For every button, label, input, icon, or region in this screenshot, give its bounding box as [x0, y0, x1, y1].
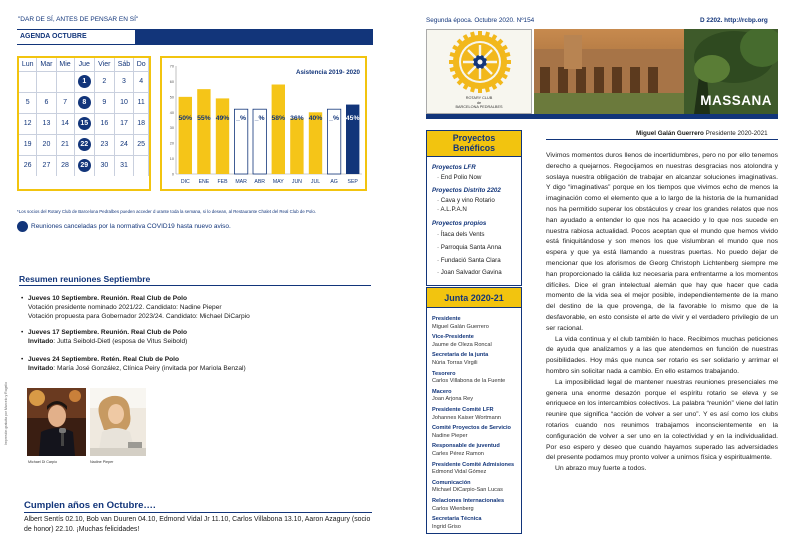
meeting-heading: Jueves 17 Septiembre. Reunión. Real Club de Polo: [28, 329, 188, 336]
x-tick-label: JUN: [291, 179, 302, 185]
calendar-day: [114, 113, 134, 134]
bar-value-label: 58%: [271, 115, 286, 122]
project-item: · A.L.P.A.N: [437, 206, 467, 213]
board-role: Presidente Comité LFR: [432, 407, 494, 413]
board-role: Responsable de juventud: [432, 443, 500, 450]
polo-club-footnote: *Los socios del Rotary Club de Barcelona Pedralbes pueden acceder d urante toda la semana, si lo desean, al Restaurante Chalet del Real Club de Polo.: [17, 209, 316, 214]
bullet-icon: ·: [437, 244, 441, 251]
calendar-day-number: 22: [78, 138, 91, 151]
meeting-item: [21, 355, 371, 373]
project-item: · Fundació Santa Clara: [437, 257, 501, 264]
calendar-day: [134, 113, 149, 134]
board-role: Tesorero: [432, 370, 456, 377]
y-tick-label: 20: [169, 141, 174, 146]
calendar-day-number: 20: [42, 141, 51, 148]
calendar-day: [114, 92, 134, 113]
project-item: · End Polio Now: [437, 174, 482, 181]
article-paragraph: La vida continua y el club también lo hace. Recibimos muchas peticiones de ayuda que analizamos y a las que atendemos en función de nuestras posibilidades. Hoy más que nunca ser rotario es ser solidario y arrimar el hombro sin solicitar nada a cambio. En ello estamos trabajando.: [546, 335, 778, 375]
covid-notice-text: Reuniones canceladas por la normativa COVID19 hasta nuevo aviso.: [31, 223, 231, 230]
birthdays-text: Albert Sentís 02.10, Bob van Duuren 04.10, Edmond Vidal Jr 11.10, Carlos Villabona 13.10, Aaron Azagury (socio de honor) 22.10. ¡Muchas felicidades!: [24, 516, 371, 533]
board-header: Junta 2020-21: [427, 288, 521, 308]
board-role: Secretaria de la junta: [432, 352, 489, 359]
calendar-day: [74, 71, 95, 92]
bar-value-label: _%: [329, 115, 340, 122]
projects-title-line: Proyectos: [452, 133, 496, 143]
wheel-tooth: [478, 87, 482, 93]
calendar-day: [19, 71, 37, 92]
y-tick-label: 0: [171, 172, 174, 177]
bar-value-label: 55%: [197, 115, 211, 122]
meeting-invited-label: Invitado: [28, 365, 54, 372]
calendar-day: [134, 134, 149, 155]
rotary-wheel-icon: [427, 30, 533, 96]
bar-value-label: 40%: [308, 115, 323, 122]
board-role: Presidente: [432, 316, 461, 322]
board-member-name: Carles Pérez Ramon: [432, 450, 484, 457]
meeting-item: [21, 328, 371, 346]
projects-section: Proyectos Distrito 2202: [432, 187, 501, 194]
weekday-header: Vier: [95, 58, 115, 71]
bar-value-label: 36%: [290, 115, 304, 122]
article-paragraph: Un abrazo muy fuerte a todos.: [555, 465, 647, 473]
board-member-name: Carlos Villabona de la Fuente: [432, 378, 506, 385]
rotary-logo-panel: [426, 29, 532, 114]
calendar-day: [56, 134, 74, 155]
project-item: · Parroquia Santa Anna: [437, 244, 502, 251]
photo-nadine-pieper: [90, 388, 146, 456]
x-tick-label: MAY: [272, 179, 284, 185]
board-member-name: Joan Arjona Rey: [432, 396, 474, 403]
meeting-line: Votación propuesta para Gobernador 2023/24. Candidato: Michael DiCarpio: [28, 313, 250, 320]
logo-caption-line: BARCELONA PEDRALBES: [455, 105, 503, 109]
bar-value-label: 45%: [345, 115, 360, 122]
meeting-line: : Jutta Seibold-Dietl (esposa de Vitus Seibold): [53, 338, 188, 345]
y-tick-label: 70: [169, 64, 174, 69]
calendar-day-number: 8: [78, 96, 91, 109]
logo-caption-line: ROTARY CLUB: [465, 96, 493, 100]
x-tick-label: MAR: [235, 179, 247, 185]
logo-caption-line: de: [476, 100, 482, 105]
wheel-tooth: [478, 31, 482, 37]
x-tick-label: JUL: [310, 179, 321, 185]
weekday-header: Mar: [37, 58, 56, 71]
calendar-week: [19, 71, 149, 92]
calendar-week: [19, 134, 149, 155]
board-box: [426, 287, 522, 534]
bullet-icon: •: [21, 329, 24, 336]
calendar-day: [19, 155, 37, 176]
bar: [216, 98, 229, 174]
y-tick-label: 40: [169, 110, 174, 115]
covid-dot-icon: [17, 221, 28, 232]
board-member-name: Carlos Wienberg: [432, 505, 474, 512]
board-role: Secretaria Técnica: [432, 516, 482, 523]
x-tick-label: ABR: [254, 179, 266, 185]
calendar-day: [95, 113, 115, 134]
bullet-icon: ·: [437, 174, 441, 181]
project-item: · Ítaca dels Vents: [437, 231, 485, 238]
bullet-icon: ·: [437, 197, 441, 204]
board-member-name: Edmond Vidal Gómez: [432, 469, 487, 476]
attendance-chart-svg: [162, 58, 369, 193]
monastery-cloister-photo: [534, 29, 778, 114]
calendar-day-number: 25: [137, 141, 146, 148]
author-role: Presidente 2020-2021: [705, 130, 768, 137]
bullet-icon: ·: [437, 269, 441, 276]
x-tick-label: SEP: [347, 179, 358, 185]
calendar-day: [56, 92, 74, 113]
y-tick-label: 30: [169, 126, 174, 131]
birthdays-rule: [24, 512, 372, 513]
calendar-day: [114, 134, 134, 155]
calendar-day-number: 12: [23, 120, 32, 127]
wheel-tooth: [449, 60, 455, 64]
board-member-name: Miguel Galán Guerrero: [432, 323, 489, 330]
bullet-icon: ·: [437, 206, 441, 213]
logo-caption: [427, 96, 531, 110]
board-member-name: Ingrid Griso: [432, 523, 461, 530]
projects-box: [426, 130, 522, 286]
attendance-chart: [160, 56, 367, 191]
calendar-week: [19, 155, 149, 176]
meeting-line: Votación presidente nominado 2021/22. Candidato: Nadine Pieper: [28, 304, 222, 311]
calendar-grid: [19, 58, 149, 176]
article-byline: [636, 130, 768, 137]
president-letter: [546, 151, 778, 475]
calendar-day: [37, 134, 56, 155]
calendar-day-number: 29: [78, 159, 91, 172]
calendar-week: [19, 113, 149, 134]
calendar-day: [134, 71, 149, 92]
calendar-day-number: 23: [100, 141, 109, 148]
photo-caption: Nadine Pieper: [90, 460, 114, 464]
calendar-day: [37, 71, 56, 92]
calendar-day: [74, 92, 95, 113]
calendar-day: [95, 92, 115, 113]
bullet-icon: ·: [437, 231, 441, 238]
projects-section: Proyectos LFR: [432, 164, 476, 171]
x-tick-label: FEB: [217, 179, 228, 185]
issue-info: Segunda época. Octubre 2020. Nº154: [426, 17, 535, 24]
calendar-day: [74, 134, 95, 155]
calendar-day: [37, 155, 56, 176]
author-name: Miguel Galán Guerrero: [636, 130, 704, 137]
agenda-title: AGENDA OCTUBRE: [20, 33, 87, 40]
board-role: Presidente Comité Admisiones: [432, 461, 515, 468]
print-credit: Impresión gratuita por Marcelo y Rogelio: [4, 381, 8, 445]
calendar-day: [74, 113, 95, 134]
board-member-name: Johannes Kaiser Wortmann: [432, 414, 501, 421]
project-item: · Cava y vino Rotario: [437, 197, 495, 204]
board-role: Relaciones Internacionales: [432, 498, 505, 504]
calendar-day: [114, 71, 134, 92]
masthead-title: MASSANA: [700, 93, 772, 108]
calendar-day-number: 28: [61, 162, 69, 170]
calendar-day-number: 31: [120, 162, 128, 170]
calendar-day: [134, 92, 149, 113]
weekday-header: Lun: [19, 58, 37, 71]
bar: [197, 89, 210, 174]
calendar-day-number: 15: [78, 117, 91, 130]
calendar-day: [56, 71, 74, 92]
x-tick-label: ENE: [198, 179, 210, 185]
photo-caption: Michael Di Carpio: [28, 460, 58, 464]
district-website[interactable]: D 2202. http://rcbp.org: [700, 17, 768, 24]
club-motto: "DAR DE SÍ, ANTES DE PENSAR EN SÍ": [18, 16, 139, 23]
meeting-line: : María José González, Clínica Peiry (invitada por Mariola Benzal): [53, 365, 246, 372]
calendar-day-number: 27: [42, 162, 51, 170]
byline-rule: [546, 139, 778, 140]
chart-title: Asistencia 2019- 2020: [296, 69, 360, 76]
calendar-day-number: 24: [120, 141, 128, 148]
board-role: Comunicación: [432, 479, 471, 486]
bar: [179, 97, 192, 174]
calendar-day: [19, 113, 37, 134]
calendar-day-number: 7: [63, 99, 67, 106]
meeting-heading: Jueves 10 Septiembre. Reunión. Real Club de Polo: [28, 295, 188, 302]
bullet-icon: •: [21, 295, 24, 302]
bar-value-label: 50%: [178, 115, 193, 122]
calendar-day: [56, 113, 74, 134]
calendar-day-number: 10: [120, 99, 128, 106]
calendar-day: [95, 134, 115, 155]
agenda-header-band: [135, 30, 373, 44]
october-calendar: [17, 56, 151, 191]
y-tick-label: 60: [169, 79, 174, 84]
projects-header: [427, 131, 521, 157]
x-tick-label: DIC: [180, 179, 190, 185]
calendar-day-number: 3: [122, 78, 126, 85]
article-paragraph: Vivimos momentos duros llenos de incertidumbres, pero no por ello tenemos derecho a quejarnos. Regocijamos en nuestras desgracias nos atolondra y soslaya nuestra obligación de trabajar en alcanzar soluciones imaginativas. Y digo “imaginativas” porque en los tiempos que vivimos echo de menos la imaginación como el elemento que a lo largo de la historia de la humanidad nos ha permitido superar los obstáculos y crear los grandes relatos que nos han ayudado a entender lo que nos ha acaecido y lo que nos sucede en nuestra rabiosa actualidad. Pocos aceptan que el mundo que hemos vivido está finiquitándose y son menos los que vislumbran el mundo que nos espera y que ya está llamando a nuestras puertas. No puedo dejar de mencionar que los aforismos de Georg Christoph Lichtenberg siempre me han proporcionado la cálida luz necesaria para enfrentarme a los momentos difíciles. Dice el gran intelectual alemán que hay que hacer que cada momento de la vida sea el mejor posible, independientemente de la mano del destino de la que provenga, de la favorable lo mismo que de la desfavorable, en esto consiste el arte de vivir y el verdadero privilegio de un ser racional.: [546, 152, 778, 332]
bar: [290, 118, 303, 174]
calendar-day-number: 5: [25, 99, 30, 106]
calendar-day-number: 17: [120, 120, 128, 127]
project-item: · Joan Salvador Gavina: [437, 269, 502, 276]
calendar-day: [19, 134, 37, 155]
meetings-summary-rule: [19, 285, 371, 286]
y-tick-label: 10: [169, 157, 174, 162]
calendar-day: [37, 92, 56, 113]
weekday-header: Sáb: [114, 58, 134, 71]
bar-value-label: 49%: [215, 115, 230, 122]
x-tick-label: AG: [330, 179, 338, 185]
calendar-day-number: 16: [100, 120, 109, 127]
board-member-name: Núria Torras Virgili: [432, 359, 478, 366]
meetings-summary-title: Resumen reuniones Septiembre: [19, 274, 151, 284]
wheel-tooth: [505, 60, 511, 64]
calendar-day-number: 13: [42, 120, 51, 127]
calendar-day: [19, 92, 37, 113]
board-member-name: Nadine Pieper: [432, 432, 468, 439]
calendar-day-number: 4: [139, 78, 144, 85]
covid-notice: [17, 221, 231, 232]
calendar-day-number: 1: [78, 75, 91, 88]
bar-value-label: _%: [254, 115, 265, 122]
weekday-header: Jue: [74, 58, 95, 71]
calendar-day-number: 19: [23, 141, 32, 148]
calendar-day: [95, 155, 115, 176]
calendar-day-number: 14: [61, 120, 69, 127]
calendar-day-number: 30: [100, 162, 109, 170]
y-tick-label: 50: [169, 95, 174, 100]
meeting-invited-label: Invitado: [28, 338, 54, 345]
bullet-icon: •: [21, 356, 24, 363]
calendar-day: [56, 155, 74, 176]
meeting-heading: Jueves 24 Septiembre. Retén. Real Club de Polo: [28, 356, 179, 363]
article-paragraph: La imposibilidad legal de mantener nuestras reuniones presenciales me genera una enorme desazón porque el espíritu rotario se eleva y se enriquece en los intercambios colectivos. La palabra “reunión” viene del latín reunire que significa “acción de volver a ser uno”. Y es así como los clubs rotarios cuando nos reunimos trabajamos inconscientemente en la configuración de volver a ser uno en la colectividad y en la individualidad. Por eso espero y deseo que cuando hayamos superado las adversidades del presente podamos muy pronto volver a unirnos física y espiritualmente.: [546, 378, 778, 462]
calendar-day-number: 21: [61, 141, 69, 148]
board-member-name: Michael DiCarpio-San Lucas: [432, 487, 503, 494]
weekday-header: Mie: [56, 58, 74, 71]
calendar-day: [37, 113, 56, 134]
calendar-day-number: 6: [44, 99, 49, 106]
weekday-header: Do: [134, 58, 149, 71]
bar-value-label: _%: [236, 115, 247, 122]
calendar-day: [134, 155, 149, 176]
birthdays-title: Cumplen años en Octubre….: [24, 500, 156, 511]
calendar-week: [19, 92, 149, 113]
masthead-band: [426, 114, 778, 119]
calendar-day: [114, 155, 134, 176]
projects-section: Proyectos propios: [432, 220, 487, 227]
board-role: Vice-Presidente: [432, 334, 474, 341]
agenda-header: [17, 29, 373, 45]
projects-title-line: Benéficos: [452, 142, 496, 153]
bar: [272, 85, 285, 174]
calendar-day: [95, 71, 115, 92]
calendar-day-number: 9: [102, 99, 107, 106]
calendar-day-number: 2: [102, 78, 107, 85]
board-role: Macero: [432, 388, 452, 395]
bullet-icon: ·: [437, 257, 441, 264]
board-member-name: Jaume de Oleza Roncal: [432, 341, 492, 348]
photo-michael-dicarpio: [27, 388, 86, 456]
calendar-day: [74, 155, 95, 176]
calendar-day-number: 18: [137, 120, 146, 127]
board-role: Comité Proyectos de Servicio: [432, 425, 511, 432]
meeting-item: [21, 294, 371, 321]
calendar-day-number: 11: [137, 99, 145, 106]
calendar-day-number: 26: [23, 162, 32, 170]
